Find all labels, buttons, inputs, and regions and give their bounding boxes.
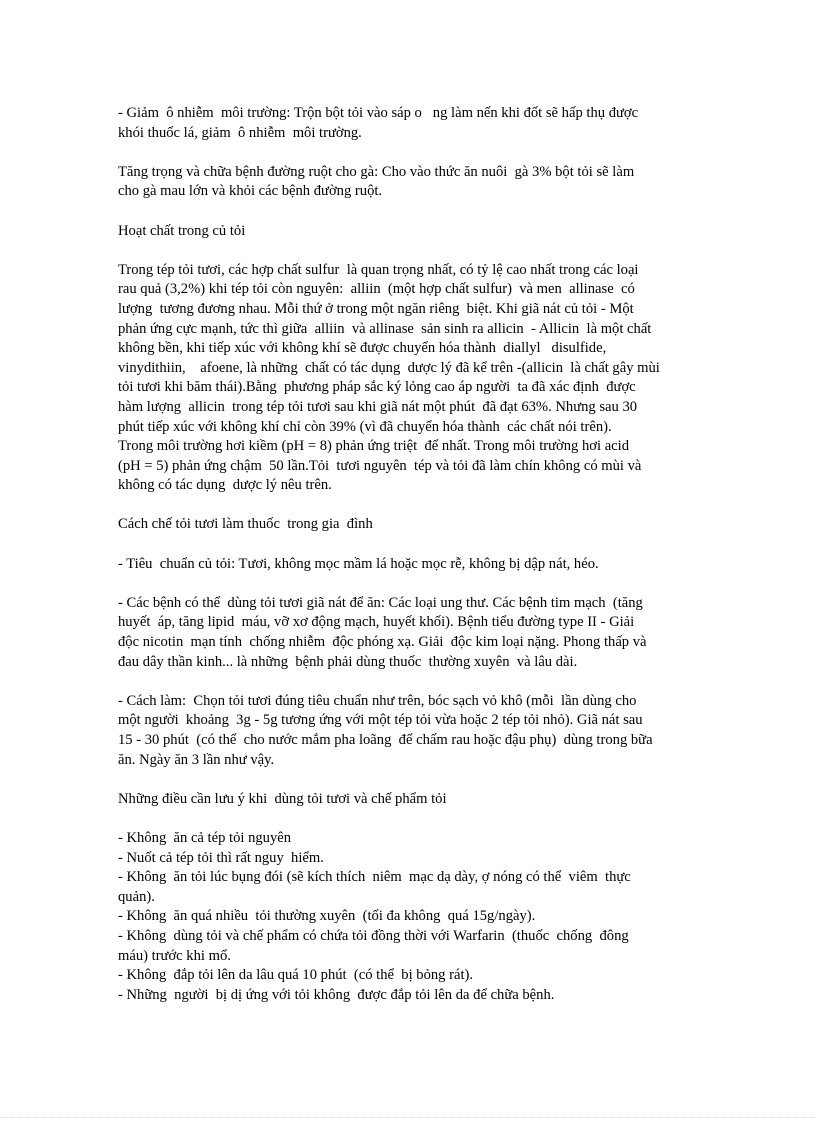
heading-home-preparation: Cách chế tỏi tươi làm thuốc trong gia đình [118, 516, 373, 533]
precautions-list [118, 829, 694, 1005]
page-edge-divider [0, 1117, 816, 1118]
paragraph-method: - Cách làm: Chọn tỏi tươi đúng tiêu chuẩn như trên, bóc sạch vỏ khô (mỗi lần dùng cho một người khoảng 3g - 5g tương ứng với một tép tỏi vừa hoặc 2 tép tỏi nhỏ). Giã nát sau 15 - 30 phút (có thể cho nước mắm pha loãng để chấm rau hoặc đậu phụ) dùng trong bữa ăn. Ngày ăn 3 lần như vậy. [118, 692, 653, 768]
document-page [118, 104, 694, 1005]
list-item: - Không ăn tỏi lúc bụng đói (sẽ kích thích niêm mạc dạ dày, ợ nóng có thể viêm thực quản). [118, 869, 631, 905]
list-item: - Không ăn cả tép tỏi nguyên [118, 829, 292, 846]
paragraph-diseases: - Các bệnh có thể dùng tỏi tươi giã nát để ăn: Các loại ung thư. Các bệnh tim mạch (tăng huyết áp, tăng lipid máu, vỡ xơ động mạch, huyết khối). Bệnh tiểu đường type II - Giải độc nicotin mạn tính chống nhiễm độc phóng xạ. Giải độc kim loại nặng. Phong thấp và đau dây thần kinh... là những bệnh phải dùng thuốc thường xuyên và lâu dài. [118, 594, 647, 670]
heading-precautions: Những điều cần lưu ý khi dùng tỏi tươi và chế phẩm tỏi [118, 790, 447, 807]
heading-active-compounds: Hoạt chất trong củ tỏi [118, 222, 246, 239]
paragraph-standard: - Tiêu chuẩn củ tỏi: Tươi, không mọc mầm lá hoặc mọc rễ, không bị dập nát, héo. [118, 555, 599, 572]
paragraph-chicken: Tăng trọng và chữa bệnh đường ruột cho gà: Cho vào thức ăn nuôi gà 3% bột tỏi sẽ làm cho gà mau lớn và khỏi các bệnh đường ruột. [118, 163, 635, 200]
list-item: - Không ăn quá nhiều tỏi thường xuyên (tối đa không quá 15g/ngày). [118, 908, 536, 925]
paragraph-compounds: Trong tép tỏi tươi, các hợp chất sulfur là quan trọng nhất, có tỷ lệ cao nhất trong các loại rau quả (3,2%) khi tép tỏi còn nguyên: alliin (một hợp chất sulfur) và men allinase có lượng tương đương nhau. Mỗi thứ ở trong một ngăn riêng biệt. Khi giã nát củ tỏi - Một phản ứng cực mạnh, tức thì giữa alliin và allinase sản sinh ra allicin - Allicin là một chất không bền, khi tiếp xúc với không khí sẽ được chuyển hóa thành diallyl disulfide, vinydithiin, afoene, là những chất có tác dụng dược lý đã kể trên -(allicin là chất gây mùi tỏi tươi khi băm thái).Bằng phương pháp sắc ký lỏng cao áp người ta đã xác định được hàm lượng allicin trong tép tỏi tươi sau khi giã nát một phút đã đạt 63%. Nhưng sau 30 phút tiếp xúc với không khí chỉ còn 39% (vì đã chuyển hóa thành các chất nói trên). Trong môi trường hơi kiềm (pH = 8) phản ứng triệt để nhất. Trong môi trường hơi acid (pH = 5) phản ứng chậm 50 lần.Tỏi tươi nguyên tép và tỏi đã làm chín không có mùi và không có tác dụng dược lý nêu trên. [118, 261, 660, 494]
list-item: - Không dùng tỏi và chế phẩm có chứa tỏi đồng thời với Warfarin (thuốc chống đông máu) trước khi mổ. [118, 927, 629, 964]
list-item: - Những người bị dị ứng với tỏi không được đắp tỏi lên da để chữa bệnh. [118, 986, 555, 1003]
list-item: - Nuốt cả tép tỏi thì rất nguy hiểm. [118, 849, 324, 866]
paragraph-pollution: - Giảm ô nhiễm môi trường: Trộn bột tỏi vào sáp o ng làm nến khi đốt sẽ hấp thụ được khói thuốc lá, giảm ô nhiễm môi trường. [118, 105, 639, 141]
list-item: - Không đắp tỏi lên da lâu quá 10 phút (có thể bị bỏng rát). [118, 967, 474, 984]
